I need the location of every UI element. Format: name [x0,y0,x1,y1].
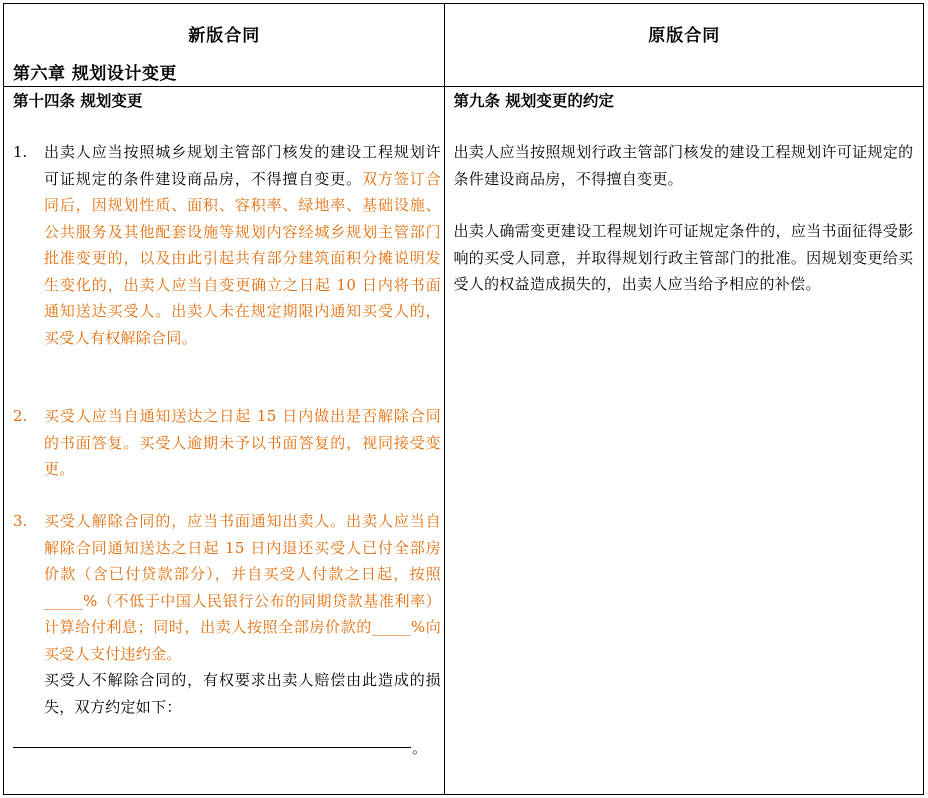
clause-2-text: 买受人应当自通知送达之日起 15 日内做出是否解除合同的书面答复。买受人逾期未予以书面答复的，视同接受变更。 [44,407,441,478]
old-contract-header-cell [445,4,924,87]
old-paragraph-2: 出卖人确需变更建设工程规划许可证规定条件的，应当书面征得受影响的买受人同意，并取得规划行政主管部门的批准。因规划变更给买受人的权益造成损失的，出卖人应当给予相应的补偿。 [453,222,914,293]
body-row [4,87,924,795]
new-clause-3 [13,508,441,720]
end-period: 。 [412,739,428,757]
fill-in-blank-line [13,747,411,748]
clause-2-number: 2. [13,407,28,425]
header-row [4,4,924,87]
new-contract-title: 新版合同 [188,26,261,46]
clause-1-changed-text: 双方签订合同后，因规划性质、面积、容积率、绿地率、基础设施、公共服务及其他配套设施等规划内容经城乡规划主管部门批准变更的，以及由此引起共有部分建筑面积分摊说明发生变化的，出卖人应当自变更确立之日起 10 日内将书面通知送达买受人。出卖人未在规定期限内通知买受人的，买受人有权解除合同。 [44,169,441,347]
new-article-title: 第十四条 规划变更 [13,91,143,110]
clause-3-tail-text: 买受人不解除合同的，有权要求出卖人赔偿由此造成的损失，双方约定如下： [44,671,441,716]
clause-3-number: 3. [13,512,28,530]
new-contract-body-cell [4,87,445,795]
new-clause-1 [13,139,441,351]
old-contract-title: 原版合同 [648,26,721,46]
comparison-table [3,3,924,795]
chapter-title: 第六章 规划设计变更 [13,64,177,84]
old-paragraph-1: 出卖人应当按照规划行政主管部门核发的建设工程规划许可证规定的条件建设商品房，不得擅自变更。 [453,143,914,188]
new-contract-header-cell [4,4,445,87]
clause-1-number: 1. [13,143,28,161]
clause-3-text: 买受人解除合同的，应当书面通知出卖人。出卖人应当自解除合同通知送达之日起 15 日内退还买受人已付全部房价款（含已付贷款部分），并自买受人付款之日起，按照_____%（不低于中国人民银行公布的同期贷款基准利率）计算给付利息；同时，出卖人按照全部房价款的_____%向买受人支付违约金。 [44,512,441,663]
clause-1-unchanged-text: 出卖人应当按照城乡规划主管部门核发的建设工程规划许可证规定的条件建设商品房，不得擅自变更。 [44,143,441,188]
new-clause-2 [13,403,441,483]
old-article-title: 第九条 规划变更的约定 [453,91,614,110]
old-contract-body-cell [445,87,924,795]
